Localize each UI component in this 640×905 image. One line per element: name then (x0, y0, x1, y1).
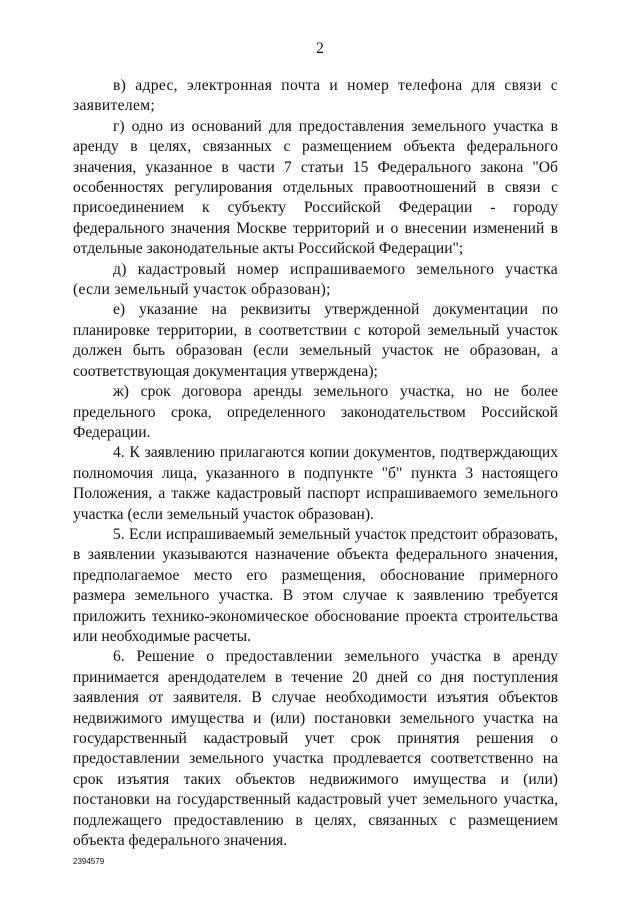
page-number: 2 (316, 40, 324, 57)
paragraph-basis: г) одно из оснований для предоставления земельного участка в аренду в целях, связанных с размещением объекта федерального значения, указанное в части 7 статьи 15 Федерального закона "Об особенностях регулирования отдельных правоотношений в связи с присоединением к субъекту Российской Федерации - городу федерального значения Москве территорий и о внесении изменений в отдельные законодательные акты Российской Федерации"; (73, 117, 558, 258)
document-id: 2394579 (73, 857, 105, 866)
document-body (73, 76, 558, 851)
paragraph-item-5: 5. Если испрашиваемый земельный участок предстоит образовать, в заявлении указываются назначение объекта федерального значения, предполагаемое место его размещения, обоснование примерного размера земельного участка. В этом случае к заявлению требуется приложить технико-экономическое обоснование проекта строительства или необходимые расчеты. (73, 525, 558, 645)
paragraph-item-6: 6. Решение о предоставлении земельного участка в аренду принимается арендодателем в течение 20 дней со дня поступления заявления от заявителя. В случае необходимости изъятия объектов недвижимого имущества и (или) постановки земельного участка на государственный кадастровый учет срок принятия решения о предоставлении земельного участка продлевается соответственно на срок изъятия таких объектов недвижимого имущества и (или) постановки на государственный кадастровый учет земельного участка, подлежащего предоставлению в целях, связанных с размещением объекта федерального значения. (73, 648, 558, 850)
paragraph-item-4: 4. К заявлению прилагаются копии документов, подтверждающих полномочия лица, указанного в подпункте "б" пункта 3 настоящего Положения, а также кадастровый паспорт испрашиваемого земельного участка (если земельный участок образован). (73, 444, 558, 523)
paragraph-planning-docs: е) указание на реквизиты утвержденной документации по планировке территории, в соответствии с которой земельный участок должен быть образован (если земельный участок не образован, а соответствующая документация утверждена); (73, 301, 558, 380)
paragraph-lease-term: ж) срок договора аренды земельного участка, но не более предельного срока, определенного законодательством Российской Федерации. (73, 383, 558, 441)
paragraph-cadastral-number: д) кадастровый номер испрашиваемого земельного участка (если земельный участок образован); (73, 260, 558, 299)
paragraph-address: в) адрес, электронная почта и номер телефона для связи с заявителем; (73, 77, 558, 115)
